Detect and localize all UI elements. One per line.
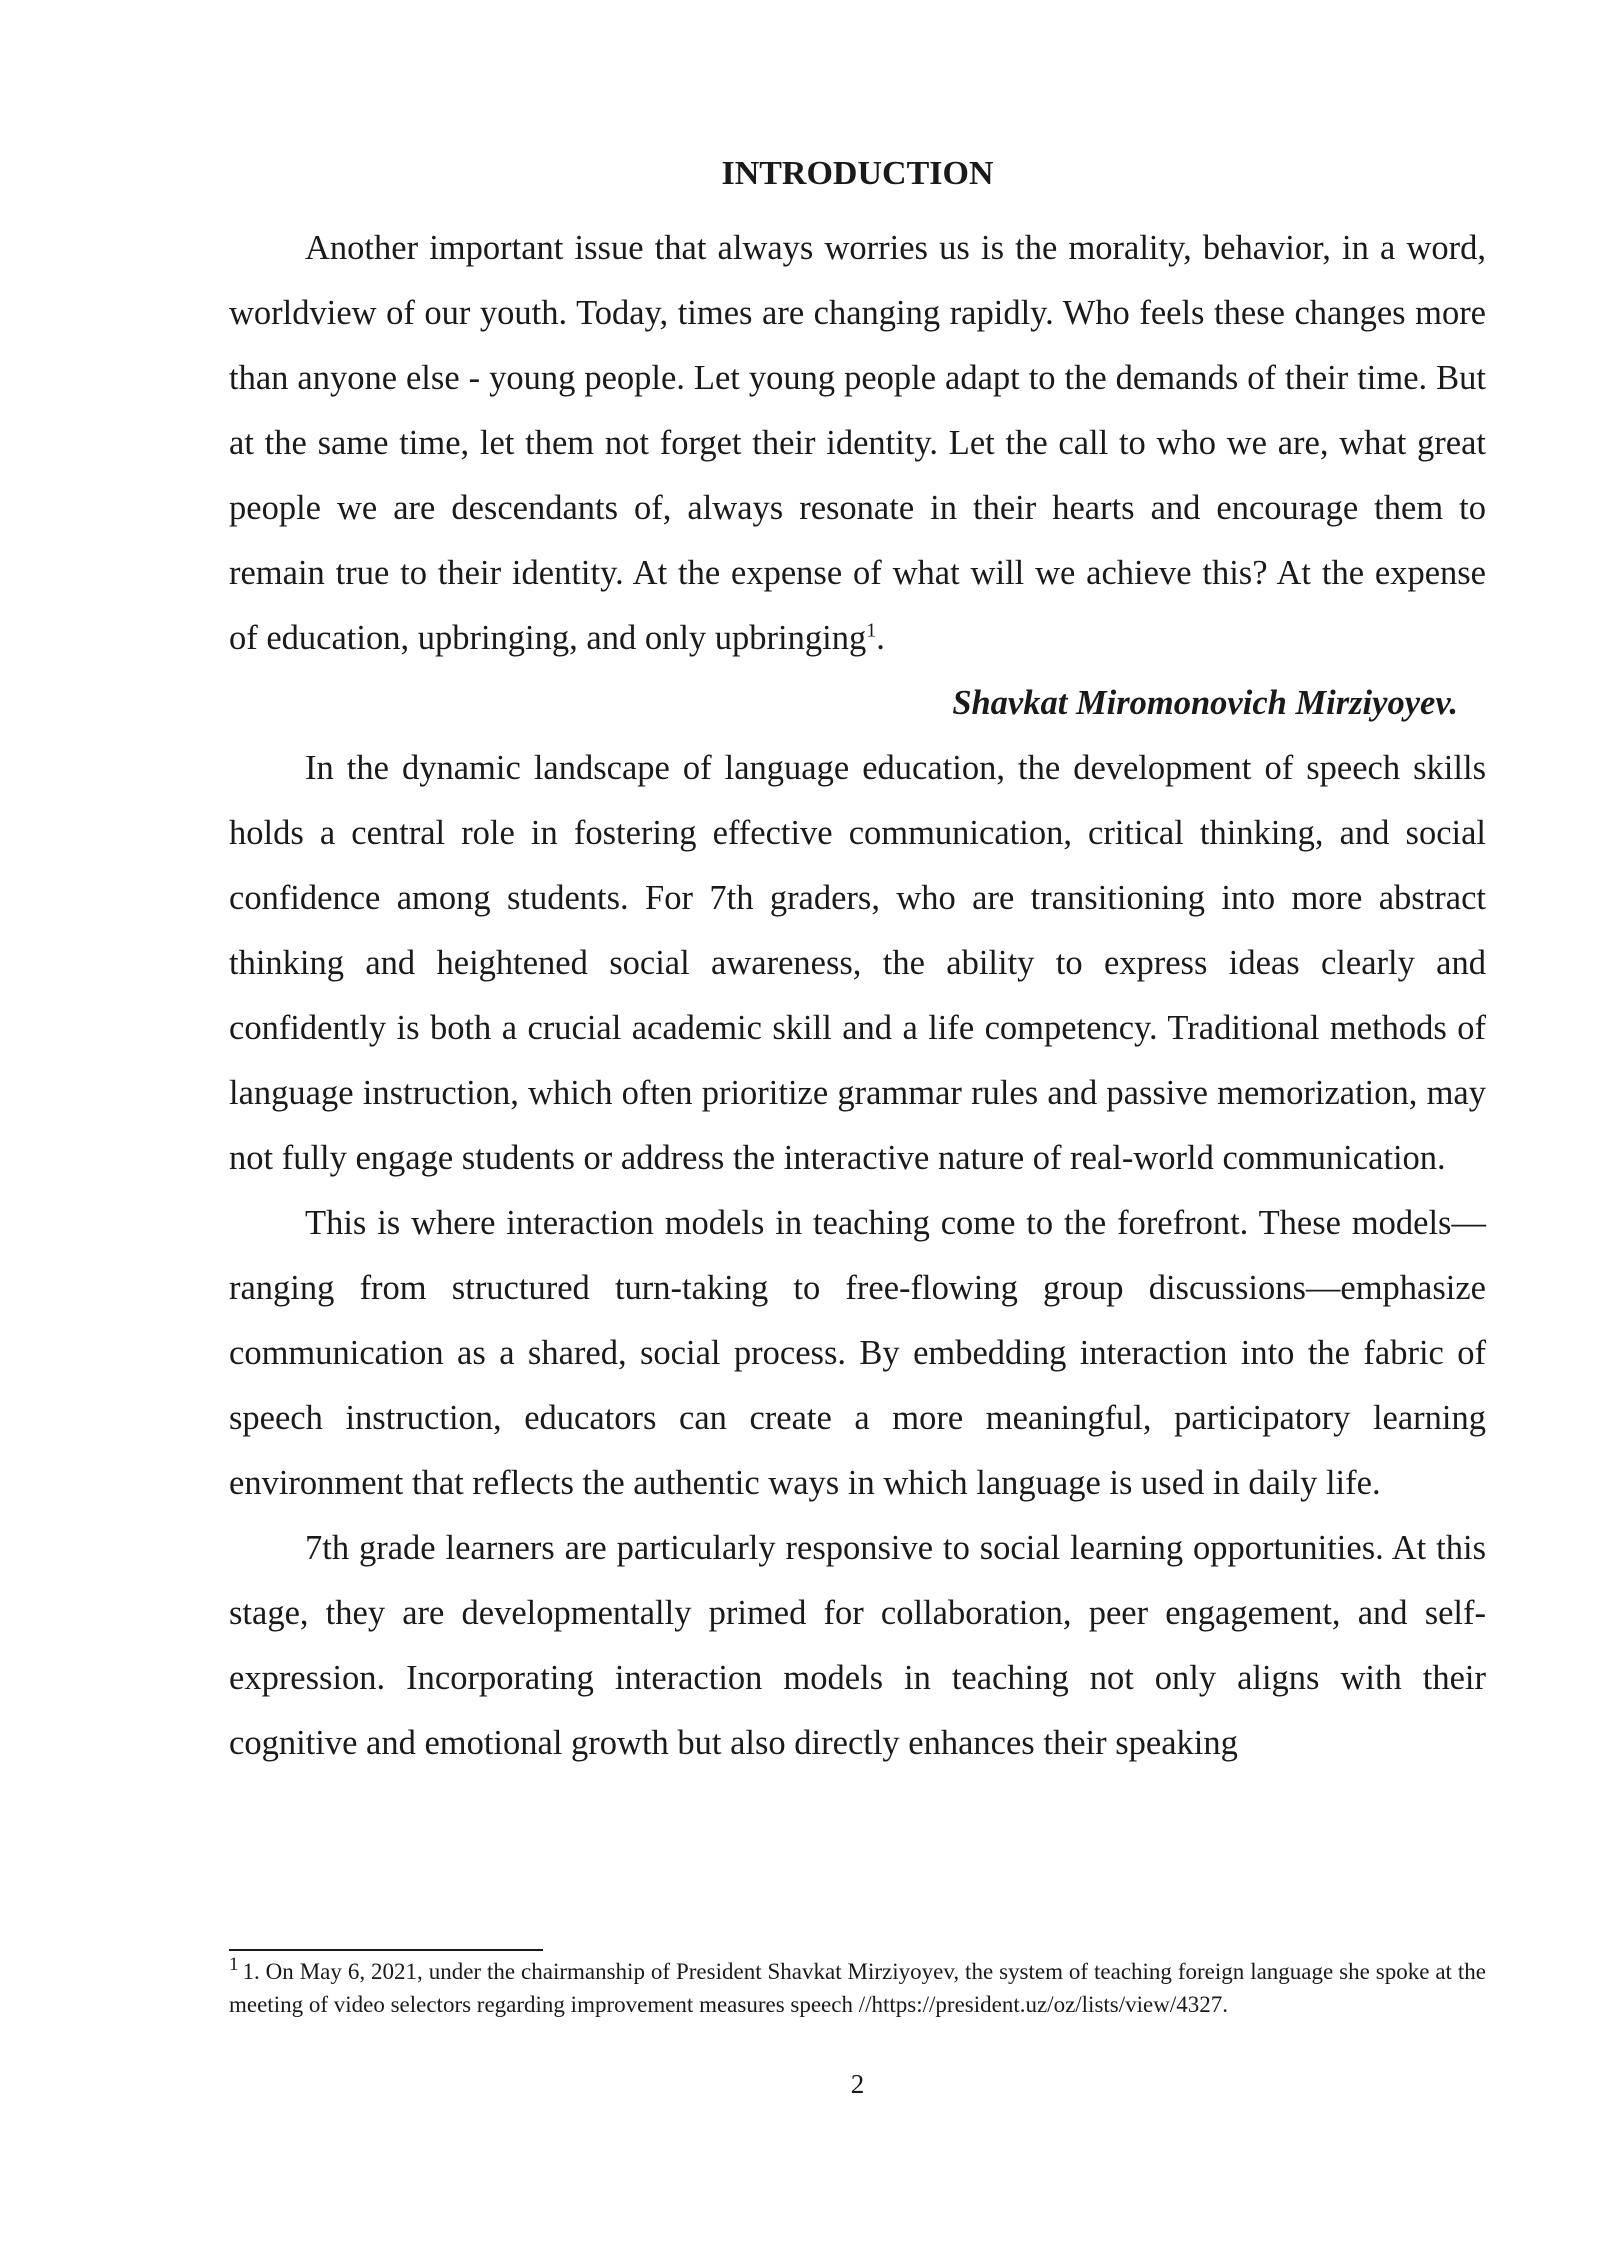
body-text bbox=[229, 216, 1486, 1776]
epigraph-author: Shavkat Miromonovich Mirziyoyev. bbox=[952, 684, 1458, 722]
paragraph: This is where interaction models in teaching come to the forefront. These models—ranging from structured turn-taking to free-flowing group discussions—emphasize communication as a shared, social process. By embedding interaction into the fabric of speech instruction, educators can create a more meaningful, participatory learning environment that reflects the authentic ways in which language is used in daily life. bbox=[229, 1204, 1486, 1502]
footnote-separator bbox=[229, 1949, 543, 1951]
footnote-text: 1. On May 6, 2021, under the chairmanship of President Shavkat Mirziyoyev, the system of teaching foreign language she spoke at the meeting of video selectors regarding improvement measures speech //https://president.uz/oz/lists/view/4327. bbox=[229, 1959, 1486, 2017]
page-number: 2 bbox=[850, 2069, 865, 2099]
paragraph: 7th grade learners are particularly responsive to social learning opportunities. At this stage, they are developmentally primed for collaboration, peer engagement, and self-expression. Incorporating interaction models in teaching not only aligns with their cognitive and emotional growth but also directly enhances their speaking bbox=[229, 1529, 1486, 1762]
footnote-reference[interactable]: 1 bbox=[866, 619, 877, 642]
footnote-marker: 1 bbox=[229, 1954, 239, 1976]
epigraph-end-punctuation: . bbox=[876, 619, 885, 657]
epigraph-quote bbox=[229, 216, 1486, 671]
epigraph-text: Another important issue that always worries us is the morality, behavior, in a word, worldview of our youth. Today, times are changing rapidly. Who feels these changes more than anyone else - young people. Let young people adapt to the demands of their time. But at the same time, let them not forget their identity. Let the call to who we are, what great people we are descendants of, always resonate in their hearts and encourage them to remain true to their identity. At the expense of what will we achieve this? At the expense of education, upbringing, and only upbringing bbox=[229, 229, 1486, 657]
paragraph: In the dynamic landscape of language education, the development of speech skills holds a central role in fostering effective communication, critical thinking, and social confidence among students. For 7th graders, who are transitioning into more abstract thinking and heightened social awareness, the ability to express ideas clearly and confidently is both a crucial academic skill and a life competency. Traditional methods of language instruction, which often prioritize grammar rules and passive memorization, may not fully engage students or address the interactive nature of real-world communication. bbox=[229, 749, 1486, 1177]
section-heading: INTRODUCTION bbox=[721, 155, 994, 192]
footnote bbox=[229, 1955, 1486, 2021]
